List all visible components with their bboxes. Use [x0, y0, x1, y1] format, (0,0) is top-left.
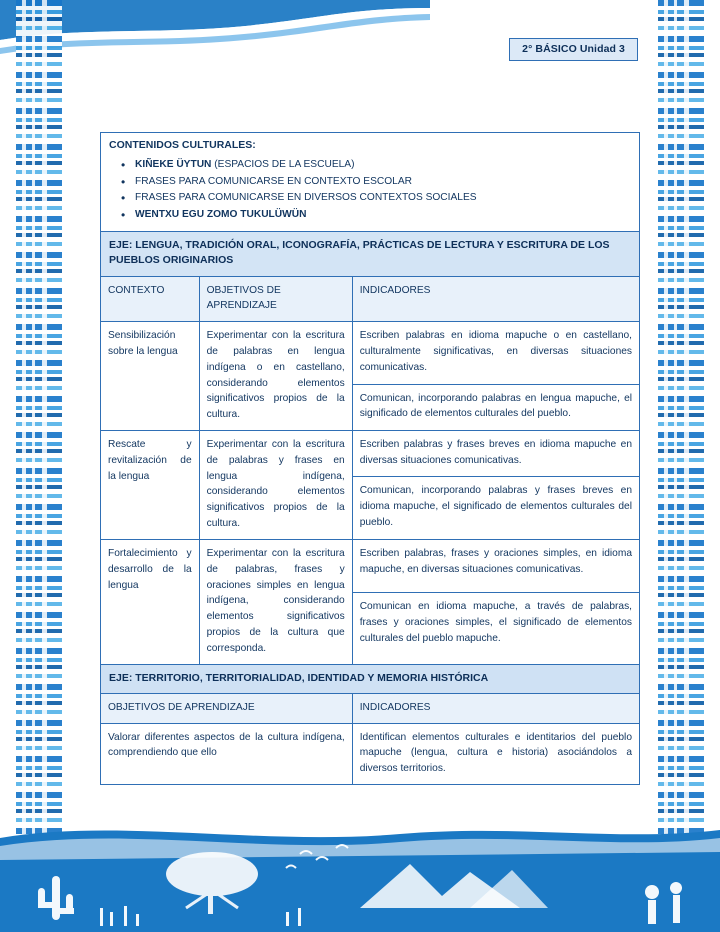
eje1-row2-indicador-2: Comunican, incorporando palabras y frases breves en idioma mapuche, el significado de elementos culturales del pueblo. — [352, 477, 639, 539]
eje2-header-indicadores: INDICADORES — [352, 693, 639, 723]
eje2-header-objetivos: OBJETIVOS DE APRENDIZAJE — [101, 693, 353, 723]
table-row — [101, 322, 640, 384]
eje1-row1-contexto: Sensibilización sobre la lengua — [101, 322, 200, 431]
eje2-row1-indicador: Identifican elementos culturales e identitarios del pueblo mapuche (lengua, cultura e historia) asociándolos a diversos territorios. — [352, 723, 639, 784]
list-item — [135, 190, 631, 207]
list-item-rest: (ESPACIOS DE LA ESCUELA) — [211, 159, 355, 170]
table-row — [101, 431, 640, 477]
eje2-title: EJE: TERRITORIO, TERRITORIALIDAD, IDENTIDAD Y MEMORIA HISTÓRICA — [101, 665, 639, 693]
list-item-strong: WENTXU EGU ZOMO TUKULÜWÜN — [135, 208, 307, 220]
eje1-row2-contexto: Rescate y revitalización de la lengua — [101, 431, 200, 540]
eje2-row1-objetivo: Valorar diferentes aspectos de la cultura indígena, comprendiendo que ello — [101, 723, 353, 784]
list-item — [135, 157, 631, 174]
table-row — [101, 539, 640, 592]
eje1-row3-indicador-2: Comunican en idioma mapuche, a través de palabras, frases y oraciones simples, el significado de elementos culturales del pueblo mapuche. — [352, 593, 639, 665]
list-item-rest: FRASES PARA COMUNICARSE EN CONTEXTO ESCOLAR — [135, 175, 413, 187]
table-header-row — [101, 276, 640, 322]
eje1-header-objetivos: OBJETIVOS DE APRENDIZAJE — [199, 276, 352, 322]
eje1-table — [100, 276, 640, 665]
contenidos-culturales-box — [100, 132, 640, 231]
eje2-title-box — [100, 665, 640, 693]
eje1-row1-objetivo: Experimentar con la escritura de palabras en lengua indígena o en castellano, considerando elementos significativos propios de la cultura. — [199, 322, 352, 431]
table-row — [101, 723, 640, 784]
top-decorative-swoosh — [0, 0, 430, 72]
list-item — [135, 174, 631, 191]
document-content — [100, 132, 640, 785]
table-header-row — [101, 693, 640, 723]
list-item — [135, 207, 631, 224]
list-item-strong: KIÑEKE ÜYTUN — [135, 159, 212, 170]
eje1-row2-objetivo: Experimentar con la escritura de palabras y frases en lengua indígena, considerando elementos significativos propios de la cultura. — [199, 431, 352, 540]
eje1-header-indicadores: INDICADORES — [352, 276, 639, 322]
eje2-table — [100, 693, 640, 785]
list-item-rest: FRASES PARA COMUNICARSE EN DIVERSOS CONTEXTOS SOCIALES — [135, 192, 477, 204]
bottom-landscape-illustration — [0, 812, 720, 932]
eje1-row3-objetivo: Experimentar con la escritura de palabras, frases y oraciones simples en lengua indígena, considerando elementos significativos propios de la cultura que corresponda. — [199, 539, 352, 664]
eje1-row2-indicador-1: Escriben palabras y frases breves en idioma mapuche en diversas situaciones comunicativas. — [352, 431, 639, 477]
unit-badge: 2° BÁSICO Unidad 3 — [509, 38, 638, 61]
eje1-header-contexto: CONTEXTO — [101, 276, 200, 322]
left-decorative-border — [16, 0, 62, 932]
contenidos-culturales-heading: CONTENIDOS CULTURALES: — [109, 139, 256, 151]
eje1-row1-indicador-2: Comunican, incorporando palabras en lengua mapuche, el significado de elementos culturales del pueblo. — [352, 384, 639, 430]
eje1-title-box — [100, 231, 640, 275]
contenidos-culturales-list — [109, 157, 631, 223]
eje1-row1-indicador-1: Escriben palabras en idioma mapuche o en castellano, culturalmente significativas, en diversas situaciones comunicativas. — [352, 322, 639, 384]
eje1-row3-indicador-1: Escriben palabras, frases y oraciones simples, en idioma mapuche, en diversas situaciones comunicativas. — [352, 539, 639, 592]
eje1-row3-contexto: Fortalecimiento y desarrollo de la lengua — [101, 539, 200, 664]
eje1-title: EJE: LENGUA, TRADICIÓN ORAL, ICONOGRAFÍA, PRÁCTICAS DE LECTURA Y ESCRITURA DE LOS PUEBLOS ORIGINARIOS — [101, 232, 639, 275]
right-decorative-border — [658, 0, 704, 932]
